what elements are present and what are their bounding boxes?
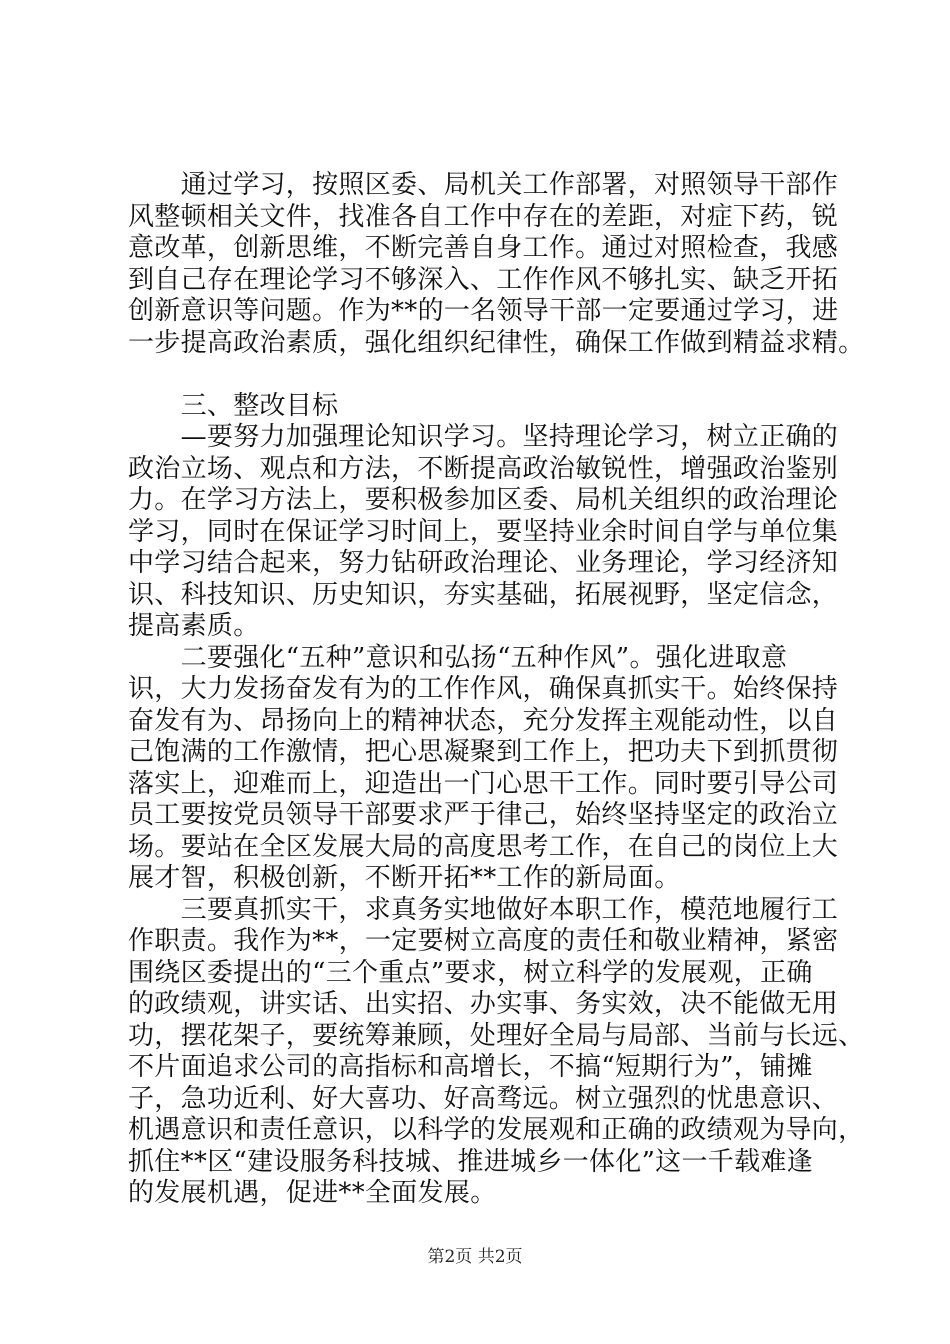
text-line: 识、科技知识、历史知识，夯实基础，拓展视野，坚定信念， xyxy=(128,579,839,610)
text-line: 己饱满的工作激情，把心思凝聚到工作上，把功夫下到抓贯彻 xyxy=(128,737,839,767)
text-line: 落实上，迎难而上，迎造出一门心思干工作。同时要引导公司 xyxy=(128,768,839,799)
paragraph-study-reflection xyxy=(128,170,865,359)
text-line: 奋发有为、昂扬向上的精神状态，充分发挥主观能动性，以自 xyxy=(128,705,839,736)
text-line: 二要强化“五种”意识和弘扬“五种作风”。强化进取意 xyxy=(128,642,788,673)
text-line: 作职责。我作为**，一定要树立高度的责任和敬业精神，紧密 xyxy=(128,926,839,956)
document-body xyxy=(128,170,865,1210)
text-line: 三要真抓实干，求真务实地做好本职工作，模范地履行工 xyxy=(128,894,839,925)
text-line: 子，急功近利、好大喜功、好高骛远。树立强烈的忧患意识、 xyxy=(128,1083,839,1114)
text-line: 中学习结合起来，努力钻研政治理论、业务理论，学习经济知 xyxy=(128,548,839,578)
text-line: 到自己存在理论学习不够深入、工作作风不够扎实、缺乏开拓 xyxy=(128,264,839,295)
text-line: 场。要站在全区发展大局的高度思考工作，在自己的岗位上大 xyxy=(128,831,839,862)
text-line: 的发展机遇，促进**全面发展。 xyxy=(128,1178,497,1208)
text-line: 提高素质。 xyxy=(128,611,260,641)
text-line: 展才智，积极创新，不断开拓**工作的新局面。 xyxy=(128,863,681,893)
text-line: 力。在学习方法上，要积极参加区委、局机关组织的政治理论 xyxy=(128,485,839,515)
text-line: 识，大力发扬奋发有为的工作作风，确保真抓实干。始终保持 xyxy=(128,674,839,704)
text-line: 员工要按党员领导干部要求严于律己，始终坚持坚定的政治立 xyxy=(128,800,839,830)
section-heading: 三、整改目标 xyxy=(128,390,339,421)
page-number-footer: 第2页 共2页 xyxy=(427,1247,523,1267)
paragraphs-rectification-goals xyxy=(128,422,865,1210)
text-line: 学习，同时在保证学习时间上，要坚持业余时间自学与单位集 xyxy=(128,516,839,547)
text-line: 围绕区委提出的“三个重点”要求，树立科学的发展观，正确 xyxy=(128,957,813,988)
text-line: 意改革，创新思维，不断完善自身工作。通过对照检查，我感 xyxy=(128,233,839,263)
text-line: 机遇意识和责任意识，以科学的发展观和正确的政绩观为导向， xyxy=(128,1115,865,1145)
paragraph-gap xyxy=(128,359,858,391)
text-line: 抓住**区“建设服务科技城、推进城乡一体化”这一千载难逢 xyxy=(128,1146,813,1177)
text-line: —要努力加强理论知识学习。坚持理论学习，树立正确的 xyxy=(128,422,839,452)
text-line: 通过学习，按照区委、局机关工作部署，对照领导干部作 xyxy=(128,170,839,200)
text-line: 不片面追求公司的高指标和高增长，不搞“短期行为”，铺摊 xyxy=(128,1052,813,1082)
text-line: 风整顿相关文件，找准各自工作中存在的差距，对症下药，锐 xyxy=(128,201,839,232)
text-line: 功，摆花架子，要统筹兼顾，处理好全局与局部、当前与长远、 xyxy=(128,1020,865,1051)
text-line: 政治立场、观点和方法，不断提高政治敏锐性，增强政治鉴别 xyxy=(128,453,839,484)
text-line: 的政绩观，讲实话、出实招、办实事、务实效，决不能做无用 xyxy=(128,989,839,1019)
text-line: 一步提高政治素质，强化组织纪律性，确保工作做到精益求精。 xyxy=(128,327,865,358)
text-line: 创新意识等问题。作为**的一名领导干部一定要通过学习，进 xyxy=(128,296,839,326)
